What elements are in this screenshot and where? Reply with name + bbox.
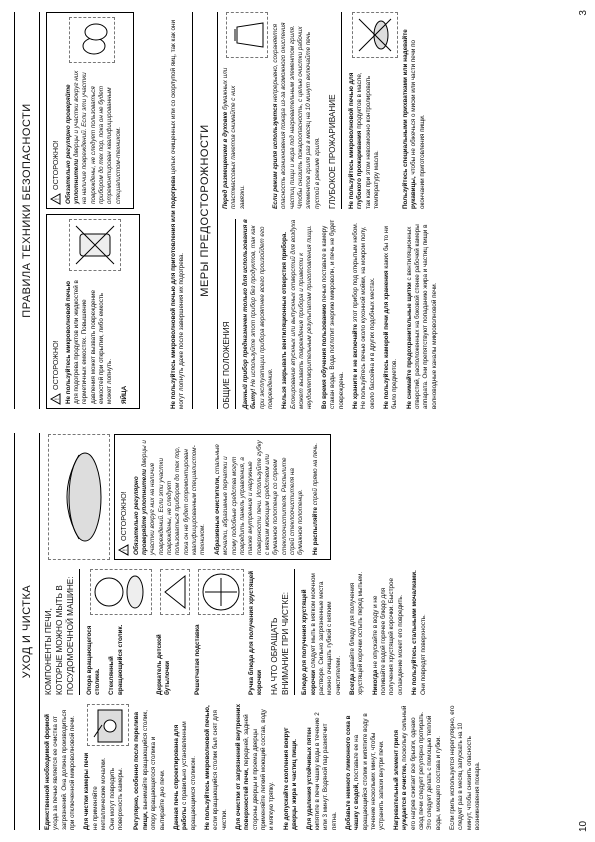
left-col-1 — [44, 704, 488, 830]
turntable-icon — [90, 569, 152, 615]
text: печью поставьте в камеру стакан воды. Вода поглотит энергию микроволн, и печь не будет повреждена. — [320, 219, 345, 409]
text-bold: Блюдо для получения хрустящей корочки — [301, 589, 317, 695]
text-bold: Не пользуйтесь микроволновой печью — [64, 281, 72, 404]
right-warn-1 — [44, 214, 146, 409]
text-bold: Всегда — [349, 673, 357, 695]
text-bold: Обязательно регулярно проверяйте уплотнители — [64, 84, 80, 204]
text-bold: Регулярно, особенно после перелива пищи, — [133, 711, 149, 830]
text-bold: Для очистки от загрязнений внутренних поверхностей печи, — [235, 703, 251, 830]
text: спрей прямо на печь. — [311, 442, 319, 506]
warning-label: ОСТОРОЖНО! — [51, 140, 60, 190]
title-text: МЕРЫ ПРЕДОСТОРОЖНОСТИ — [199, 124, 211, 297]
text-bold: Нельзя закрывать вентиляционные отверстия прибора. — [281, 231, 289, 409]
text: Если гриль используется нерегулярно, его следует раз в месяц запускать на 10 минут, чтобы снизить опасность возникновения пожара. — [448, 705, 482, 830]
text-bold: Не пользуйтесь микроволновой печью, — [203, 705, 211, 830]
text: дверцы и участки вокруг них на наличие повреждений. Если эти участки повреждены, не следует пользоваться прибором до тех пор, пока он не будет отремонтирован квалифицированным специалистом-техником. — [72, 70, 122, 204]
text-bold: Не пользуйтесь микроволновой печью для глубокого прожаривания — [348, 72, 364, 209]
text: вынимайте вращающийся столик, опору вращающегося столика и вытирайте дно печи. — [141, 710, 166, 830]
svg-text:!: ! — [123, 549, 130, 551]
text-bold: Данная печь спроектирована для работы — [172, 724, 189, 830]
text-bold: Не храните и не включайте — [351, 323, 359, 409]
svg-text:!: ! — [55, 198, 62, 200]
left-col-2 — [44, 569, 434, 695]
text-bold: Абразивные очистители, — [213, 476, 221, 555]
subhead: НА ЧТО ОБРАЩАТЬ ВНИМАНИЕ ПРИ ЧИСТКЕ: — [270, 569, 295, 695]
warning-icon — [119, 545, 128, 555]
warning-label: ОСТОРОЖНО! — [119, 491, 128, 541]
warning-icon — [51, 194, 60, 204]
text-bold: Перед размещением в духовке — [222, 111, 229, 209]
text-bold: Не снимайте предохранительные щитки — [405, 282, 413, 409]
left-col-3 — [44, 434, 337, 560]
page-number: 10 — [578, 820, 589, 832]
text: поскольку сильный его нагрев сжигает все брызги, однако свод печи следует регулярно протирать. Это следует делать с помощью теплой воды, моющего состава и губки. — [401, 705, 442, 830]
bag-tie-icon — [226, 12, 268, 58]
text: стальные мочалки, абразивные перчатки и тому подобные средства могут повредить панель управления, а также внутренние и наружные поверхности печи. Используйте губку с мягким моющим средством или бумажное полотенце со спреем стеклоочистителя. Распылите спрей стеклоочистителя на бумажное полотенце. — [213, 440, 305, 555]
text: следует мыть в мягком моечном растворе. Сильно загрязненные места можно очищать губкой с мягким очистителем. — [309, 573, 342, 695]
text-bold: Решетчатая подставка — [193, 624, 201, 695]
page-title — [14, 12, 40, 409]
text-bold: Не пользуйтесь камерой печи для хранения — [382, 270, 390, 409]
sealed-jar-icon — [69, 219, 121, 271]
warning-box — [114, 434, 331, 560]
no-frying-icon — [352, 12, 398, 58]
text-bold: Обязательно регулярно проверяйте уплотнители — [132, 469, 148, 555]
text: передней, задней стороны дверцы и проема дверцы применяйте легкий моющий состав, воду и мягкую тряпку. — [243, 709, 276, 830]
text: этот прибор под открытым небом. Не пользуйтесь печью около кухонной мойки, на мокром полу, около бассейна и в других подобных местах. — [351, 222, 376, 409]
warning-label: ОСТОРОЖНО! — [51, 340, 60, 390]
cleaning-illustration — [87, 704, 129, 746]
text-bold: Держатель детской бутылочки — [155, 634, 172, 695]
bottle-holder-icon — [160, 569, 190, 615]
wide-text — [170, 12, 187, 409]
text-bold: Опора вращающегося столика. — [85, 625, 102, 695]
text-bold: Стеклянный вращающийся столик. — [108, 624, 124, 695]
text-bold: Если режим гриля используется — [272, 103, 279, 209]
text: кипятите в печи чашку воды в течение 2 или 3 минут. Водяной пар размягчит пятна. — [313, 712, 338, 830]
text: продуктов в масле, так как при этом невозможно контролировать температуру масла. — [356, 72, 381, 209]
right-warn-2 — [44, 12, 140, 209]
text: бумажных или пластмассовых пакетов снимайте с них завязки. — [222, 67, 246, 209]
warning-icon — [51, 394, 60, 404]
text-bold: Не распыляйте — [311, 507, 319, 555]
text-bold: Для чистки камеры печи — [83, 752, 91, 830]
text-bold: Ручка блюда для получения хрустящей корочки — [247, 570, 264, 695]
page-number: 3 — [578, 10, 589, 16]
text: Не используйте этот прибор без продуктов, так как при эксплуатации прибора вероятнее всего произойдет его повреждение. — [250, 225, 274, 409]
text: целых очищенных или со скорлупой яиц, так как они могут лопнуть даже после завершения их подогрева. — [170, 20, 186, 409]
text-bold: Для удаления устойчивых пятен — [305, 727, 313, 830]
crisp-plate-icon — [48, 434, 110, 560]
subhead: ОБЩИЕ ПОЛОЖЕНИЯ — [222, 219, 236, 409]
text-bold: Во время обучения пользованию — [320, 303, 328, 409]
text-bold: Не пользуйтесь стальными мочалками. — [411, 570, 419, 695]
text: если вращающийся столик был снят для чистки. — [212, 710, 228, 830]
subhead: ГЛУБОКОЕ ПРОЖАРИВАНИЕ — [328, 12, 342, 209]
section-title — [192, 12, 218, 409]
text: Они повредят поверхность. — [419, 614, 427, 695]
text: поставьте ее на вращающийся столик и кипятите воду в течение нескольких минут, чтобы устранить запахи внутри печи. — [353, 713, 386, 830]
page-title — [14, 433, 40, 830]
text-bold: ЯЙЦА — [120, 385, 128, 404]
page-left — [0, 421, 595, 842]
right-col-3 — [222, 12, 433, 209]
rack-icon — [198, 569, 244, 615]
eggs-icon — [69, 17, 115, 63]
text: каких бы то ни было предметов. — [382, 226, 399, 409]
text: не опускайте в воду и не поливайте водой горячее блюдо для получения хрустящей корочки. Быстрое охлаждение может его повредить. — [371, 578, 404, 695]
text: непрерывно, сохраняется опасность возникновения пожара из-за возможного окисления частиц пищи и жира под нагревательным элементом гриля. Чтобы снизить пожароопасность, с целью очистки рабочих элементов гриля раз в месяц на 10 минут включайте печь пустой в режиме гриля. — [272, 22, 321, 209]
text-bold: Не пользуйтесь микроволновой печью для приготовления или подогрева — [170, 175, 177, 409]
text: для подогрева продуктов или жидкостей в герметичных емкостях. Повышение давления может вызвать повреждение емкостей при открытии, либо емкость может лопнуть. — [72, 280, 114, 404]
right-col-general — [222, 219, 445, 409]
svg-text:!: ! — [55, 398, 62, 400]
text: не применяйте металлические мочалки. Они могут повредить поверхность камеры. — [91, 757, 124, 830]
text: с правильно установленным вращающимся столиком. — [181, 721, 197, 830]
title-text: УХОД И ЧИСТКА — [21, 584, 33, 679]
text-bold: Нагревательный элемент гриля нуждается в очистке, — [392, 729, 409, 830]
text: ухода за печью является ее очистка от загрязнений. Она должна производиться при отключенной микроволновой печи. — [52, 709, 77, 830]
text-bold: Единственной необходимой формой — [44, 713, 51, 830]
text-bold: Добавьте немного лимонного сока в чашку с водой, — [344, 715, 361, 830]
title-text: ПРАВИЛА ТЕХНИКИ БЕЗОПАСНОСТИ — [21, 103, 33, 318]
subhead: КОМПОНЕНТЫ ПЕЧИ, КОТОРЫЕ МОЖНО МЫТЬ В ПОСУДОМОЕЧНОЙ МАШИНЕ: — [44, 569, 80, 695]
text: Блокирование впускных или выпускных отверстий для воздуха может вызвать повреждение прибора и привести к неудовлетворительным результатам приготовления пищи. — [289, 219, 314, 409]
text-bold: Данный прибор предназначен только для использования в быту! — [241, 219, 258, 409]
text: чтобы не обжечься о миски или части печи по окончании приготовления пищи. — [410, 39, 426, 209]
text: дверцы и участки вокруг них на наличие повреждений. Если эти участки повреждены, не следует пользоваться прибором до тех пор, пока он не будет отремонтирован квалифицированным специалистом-техником. — [140, 440, 207, 555]
text: с вентиляционных отверстий, расположенных на боковой стенке рабочей камеры аппарата. Они препятствуют попаданию жира и частиц пищи в волноводные каналы микроволновой печи. — [405, 224, 438, 409]
text-bold: Пользуйтесь специальными прихватками или надевайте рукавицы, — [402, 29, 418, 209]
text-bold: Не допускайте скопления вокруг дверцы жира и частиц пищи. — [282, 727, 299, 830]
text-bold: Никогда — [371, 669, 379, 695]
text: давайте блюду для получения хрустящей корочки остыть перед мытьем. — [349, 571, 365, 695]
